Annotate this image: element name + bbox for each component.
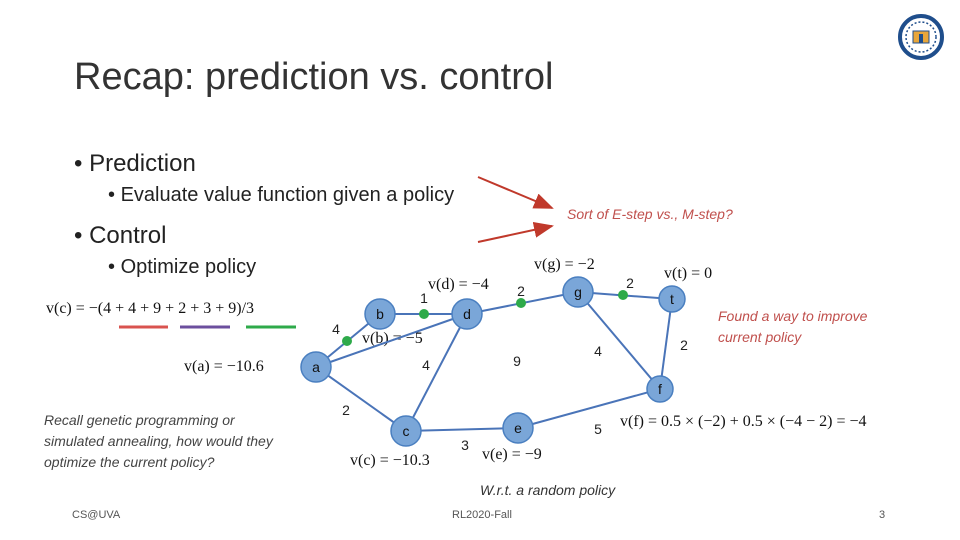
arrow-control: [478, 226, 552, 242]
ve-equation: v(e) = −9: [482, 446, 542, 463]
edge-e-f: [518, 389, 660, 428]
bullet-prediction-text: Prediction: [89, 150, 196, 177]
footer-left: CS@UVA: [72, 509, 121, 521]
node-label-t: t: [670, 291, 674, 307]
weight-ef: 5: [594, 421, 602, 437]
recall-note: Recall genetic programming or simulated annealing, how would they optimize the current policy?: [44, 412, 273, 470]
node-label-b: b: [376, 306, 384, 322]
slide-title: Recap: prediction vs. control: [74, 56, 554, 98]
vt-equation: v(t) = 0: [664, 265, 713, 282]
bullet-control-sub: • Optimize policy: [108, 256, 257, 278]
estep-note: Sort of E-step vs., M-step?: [567, 206, 733, 222]
vd-equation: v(d) = −4: [428, 276, 489, 293]
weight-gf: 4: [594, 343, 602, 359]
bullet-prediction-sub: • Evaluate value function given a policy: [108, 184, 455, 206]
page-number: 3: [879, 509, 886, 521]
weight-ac: 2: [342, 402, 350, 418]
bullet-prediction-sub-text: Evaluate value function given a policy: [120, 184, 455, 206]
weight-ce: 3: [461, 437, 469, 453]
weight-ab: 4: [332, 321, 340, 337]
vg-equation: v(g) = −2: [534, 256, 595, 273]
bullet-control: • Control: [74, 222, 167, 249]
weight-gt: 2: [626, 275, 634, 291]
weight-tf: 2: [680, 337, 688, 353]
edge-a-c: [316, 367, 406, 431]
vb-equation: v(b) = −5: [362, 330, 423, 347]
policy-dot-gt: [618, 290, 628, 300]
node-label-e: e: [514, 420, 522, 436]
policy-dot-ab: [342, 336, 352, 346]
edge-c-e: [406, 428, 518, 431]
node-label-a: a: [312, 359, 320, 375]
edge-g-f: [578, 292, 660, 389]
vf-equation: v(f) = 0.5 × (−2) + 0.5 × (−4 − 2) = −4: [620, 413, 867, 430]
node-label-c: c: [402, 423, 410, 439]
bullet-prediction: • Prediction: [74, 150, 196, 177]
node-label-d: d: [463, 306, 471, 322]
policy-dot-dg: [516, 298, 526, 308]
va-equation: v(a) = −10.6: [184, 358, 264, 375]
vc-formula: v(c) = −(4 + 4 + 9 + 2 + 3 + 9)/3: [46, 300, 255, 317]
weight-ad: 4: [422, 357, 430, 373]
weight-dc: 9: [513, 353, 521, 369]
bullet-control-sub-text: Optimize policy: [120, 256, 257, 278]
bullet-control-text: Control: [89, 222, 167, 249]
arrow-prediction: [478, 177, 552, 208]
random-policy-note: W.r.t. a random policy: [480, 482, 616, 498]
weight-bd: 1: [420, 290, 428, 306]
vc-equation: v(c) = −10.3: [350, 452, 430, 469]
node-label-g: g: [574, 284, 582, 300]
node-label-f: f: [658, 381, 662, 397]
improve-note: Found a way to improve current policy: [718, 308, 868, 345]
weight-dg: 2: [517, 283, 525, 299]
policy-dot-bd: [419, 309, 429, 319]
footer-center: RL2020-Fall: [452, 509, 512, 521]
